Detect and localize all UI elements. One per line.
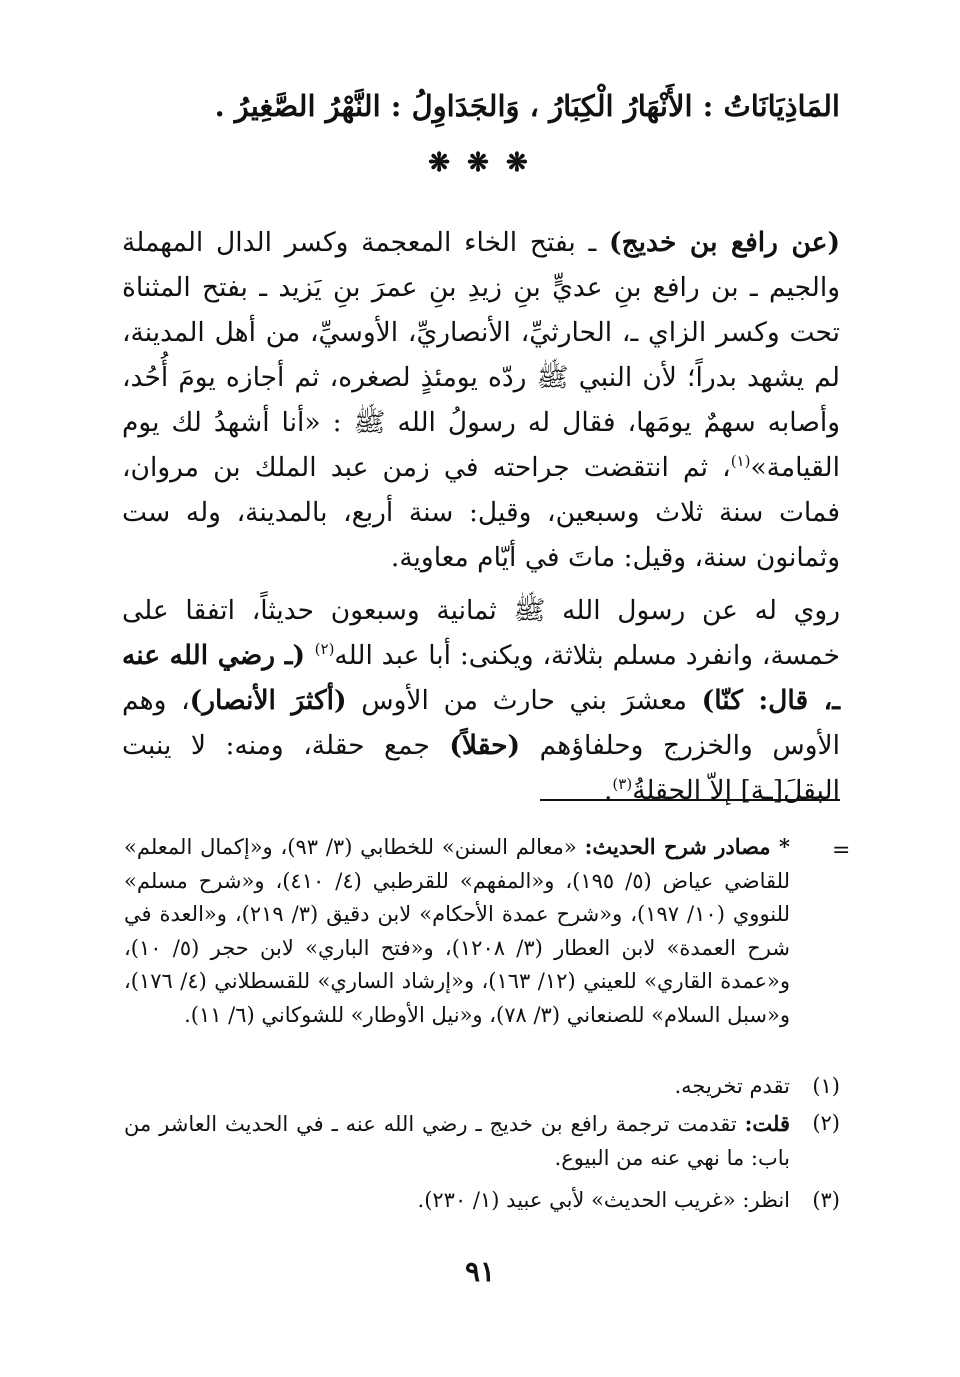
sources-label: * مصادر شرح الحديث: — [584, 834, 790, 859]
footnote-3-number: (٣) — [812, 1188, 840, 1212]
footnote-ref-1[interactable]: (١) — [730, 452, 751, 471]
continuation-mark: = — [832, 838, 851, 863]
top-heading: المَاذِيَانَاتُ : الأَنْهَارُ الْكِبَارُ ، وَالجَدَاوِلُ : النَّهْرُ الصَّغِيرُ . — [214, 89, 840, 123]
biography-text: ـ بفتح الخاء المعجمة وكسر الدال المهملة والجيم ـ بن رافع بنِ عديٍّ بنِ زيدِ بنِ عمرَ بنِ يَزيد ـ بفتح المثناة تحت وكسر الزاي ـ، الحارثيِّ، الأنصاريِّ، الأوسيِّ، من أهل المدينة، لم يشهد بدراً؛ لأن النبي ﷺ ردّه يومئذٍ لصغره، ثم أجازه يومَ أُحُد، وأصابه سهمٌ يومَها، فقال له رسولُ الله ﷺ : «أنا أشهدُ لك يوم القيامة» — [122, 227, 840, 483]
bold-phrase-narrator: (عن رافع بن خديج) — [609, 227, 840, 258]
footnote-2-text: تقدمت ترجمة رافع بن خديج ـ رضي الله عنه ـ في الحديث العاشر من باب: ما نهي عنه من البيوع. — [124, 1112, 790, 1170]
narrations-text-3: ، وهم الأوس والخزرج وحلفاؤهم — [122, 685, 840, 761]
narrations-text: روي له عن رسول الله ﷺ ثمانية وسبعون حديثاً، اتفقا على خمسة، وانفرد مسلم بثلاثة، ويكنى: أبا عبد الله — [122, 595, 840, 671]
page-number: ٩١ — [464, 1255, 496, 1288]
footnote-divider — [540, 799, 840, 801]
bold-phrase-ansar: (أكثرَ الأنصار) — [189, 685, 347, 716]
narrations-text-5: . — [603, 775, 613, 806]
biography-text-cont: ، ثم انتقضت جراحته في زمن عبد الملك بن مروان، فمات سنة ثلاث وسبعين، وقيل: سنة أربع، بالمدينة، وله ست وثمانون سنة، وقيل: ماتَ في أيّام معاوية. — [122, 452, 840, 573]
bold-phrase-haqlan: (حقلاً) — [449, 730, 521, 761]
footnote-1-number: (١) — [812, 1074, 840, 1098]
section-separator: ❋ ❋ ❋ — [428, 148, 532, 178]
footnote-2-number: (٢) — [812, 1111, 840, 1135]
footnote-3 — [124, 1184, 840, 1218]
footnote-2-body — [124, 1107, 790, 1175]
paragraph-narrations — [122, 588, 840, 813]
footnote-ref-3[interactable]: (٣) — [612, 775, 633, 794]
narrations-text-2: معشرَ بني حارث من الأوس — [346, 685, 702, 716]
footnote-sources — [124, 830, 790, 1032]
footnote-1-text: تقدم تخريجه. — [674, 1074, 790, 1098]
sources-text: «معالم السنن» للخطابي (٣/ ٩٣)، و«إكمال المعلم» للقاضي عياض (٥/ ١٩٥)، و«المفهم» للقرطبي (٤/ ٤١٠)، و«شرح مسلم» للنووي (١٠/ ١٩٧)، و«شرح عمدة الأحكام» لابن دقيق (٣/ ٢١٩)، و«العدة في شرح العمدة» لابن العطار (٣/ ١٢٠٨)، و«فتح الباري» لابن حجر (٥/ ١٠)، و«عمدة القاري» للعيني (١٢/ ١٦٣)، و«إرشاد الساري» للقسطلاني (٤/ ١٧٦)، و«سبل السلام» للصنعاني (٣/ ٧٨)، و«نيل الأوطار» للشوكاني (٦/ ١١). — [124, 835, 791, 1027]
narrations-text-4: جمع حقلة، ومنه: لا ينبت البقلَ[ـة] إلاّ الحقلةُ — [122, 730, 840, 806]
footnote-ref-2[interactable]: (٢) — [314, 640, 335, 659]
paragraph-biography — [122, 220, 840, 580]
footnote-2 — [124, 1107, 840, 1175]
footnote-3-text: انظر: «غريب الحديث» لأبي عبيد (١/ ٢٣٠). — [417, 1188, 790, 1212]
footnote-1 — [124, 1070, 840, 1104]
footnote-2-label: قلت: — [744, 1111, 790, 1136]
bold-phrase-kunna: (ـ رضي الله عنه ـ، قال: كنّا) — [122, 640, 840, 716]
